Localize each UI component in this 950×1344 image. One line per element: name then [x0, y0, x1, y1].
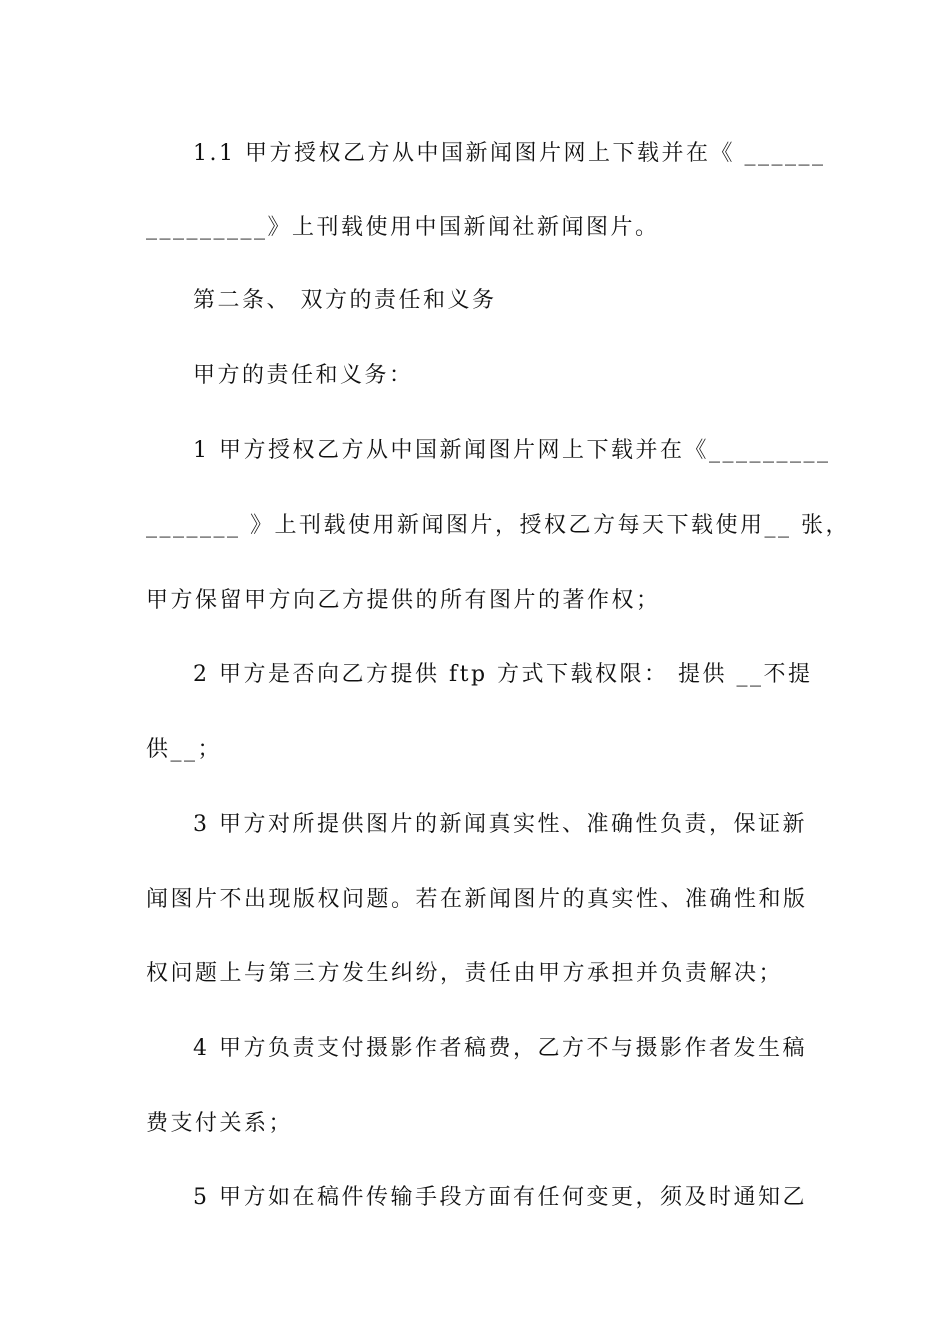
party-a-heading: 甲方的责任和义务：: [193, 363, 414, 388]
item-2-line-1: 2 甲方是否向乙方提供 ftp 方式下载权限： 提供 __不提: [193, 662, 813, 687]
item-5-line-1: 5 甲方如在稿件传输手段方面有任何变更，须及时通知乙: [193, 1185, 807, 1210]
item-1-line-2: _______ 》上刊载使用新闻图片，授权乙方每天下载使用__ 张，: [146, 513, 850, 538]
item-4-line-2: 费支付关系；: [146, 1111, 294, 1136]
item-4-line-1: 4 甲方负责支付摄影作者稿费，乙方不与摄影作者发生稿: [193, 1036, 807, 1061]
item-1-line-3: 甲方保留甲方向乙方提供的所有图片的著作权；: [146, 588, 661, 613]
clause-1-1-line-2: _________》上刊载使用中国新闻社新闻图片。: [146, 215, 660, 240]
article-2-heading: 第二条、 双方的责任和义务: [193, 288, 497, 313]
clause-1-1-line-1: 1.1 甲方授权乙方从中国新闻图片网上下载并在《 ______: [193, 141, 826, 166]
item-1-line-1: 1 甲方授权乙方从中国新闻图片网上下载并在《_________: [193, 438, 831, 463]
item-2-line-2: 供__；: [146, 737, 223, 762]
item-3-line-1: 3 甲方对所提供图片的新闻真实性、准确性负责，保证新: [193, 812, 807, 837]
item-3-line-2: 闻图片不出现版权问题。若在新闻图片的真实性、准确性和版: [146, 887, 808, 912]
item-3-line-3: 权问题上与第三方发生纠纷，责任由甲方承担并负责解决；: [146, 961, 784, 986]
